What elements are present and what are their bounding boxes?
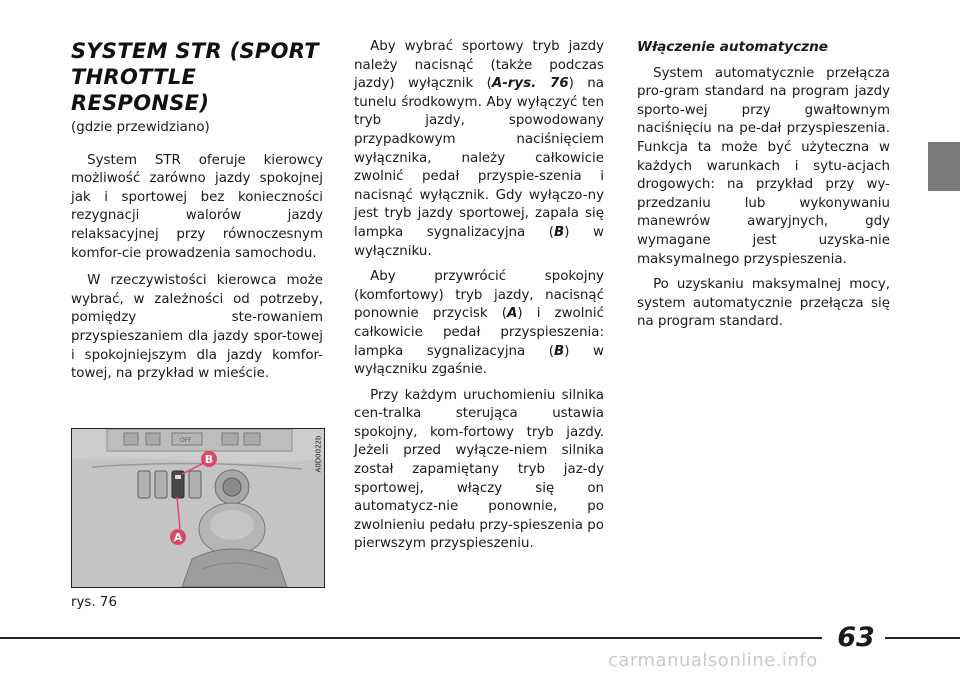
paragraph: Przy każdym uruchomieniu silnika cen-tralka sterująca ustawia spokojny, kom-fortowy tryb jazdy. Jeżeli przed wyłącze-niem silnika został zapamiętany tryb jaz-dy sportowej, włączy się on automatycz-nie ponownie, po zwolnieniu pedału przy-spieszenia po pierwszym przyspieszeniu. [354,387,604,552]
figure-caption: rys. 76 [71,595,117,610]
figure-illustration [71,428,325,588]
text-run: ) w wyłączniku. [354,224,604,259]
panel-label: OFF [180,437,192,444]
figure-reference: A-rys. 76 [491,76,569,92]
callout-a-label: A [173,531,183,544]
footer-rule-right [885,637,960,639]
watermark: carmanualsonline.info [608,650,818,671]
label-reference: A [507,306,518,322]
page-number: 63 [837,622,875,653]
text-run: ) w wyłączniku zgaśnie. [354,343,604,378]
paragraph: System STR oferuje kierowcy możliwość zarówno jazdy spokojnej jak i sportowej bez konieczności rezygnacji walorów jazdy relaksacyjnej przy równoczesnym komfor-cie prowadzenia samochodu. [71,152,323,261]
left-column [71,38,323,393]
label-reference: B [554,224,565,240]
text-run: Aby przywrócić spokojny (komfortowy) tryb jazdy, nacisnąć ponownie przycisk ( [354,269,604,322]
text-run: ) na tunelu środkowym. Aby wyłączyć ten tryb jazdy, spowodowany przypadkowym naciśnięciem wyłącznika, należy całkowicie zwolnić pedał przyspie-szenia i nacisnąć wyłącznik. Gdy wyłączo-ny jest tryb jazdy sportowej, zapala się lampka sygnalizacyjna ( [354,76,604,240]
footer-rule [0,637,822,639]
text-run: ) i zwolnić całkowicie pedał przyspieszenia: lampka sygnalizacyjna ( [354,306,605,359]
section-title [71,38,323,116]
paragraph [354,38,604,261]
paragraph: System automatycznie przełącza pro-gram standard na program jazdy sporto-wej przy gwałtownym naciśnięciu na pe-dał przyspieszenia. Funkcja ta może być użyteczna w każdych warunkach i sytu-acjach drogowych: na przykład przy wy-przedzaniu lub wykonywaniu manewrów awaryjnych, gdy wymagane jest uzyska-nie maksymalnego przyspieszenia. [637,65,890,267]
title-line-2: THROTTLE RESPONSE) [71,65,210,115]
section-subtitle: (gdzie przewidziano) [71,120,210,135]
paragraph: Po uzyskaniu maksymalnej mocy, system automatycznie przełącza się na program standard. [637,277,890,330]
right-column [637,38,890,339]
text-run: Aby wybrać sportowy tryb jazdy należy nacisnąć (także podczas jazdy) wyłącznik ( [354,39,604,92]
paragraph [354,268,604,380]
callout-b-label: B [204,453,214,466]
dashboard-console-drawing [72,429,324,587]
paragraph: W rzeczywistości kierowca może wybrać, w zależności od potrzeby, pomiędzy ste-rowaniem przyspieszaniem dla jazdy spor-towej i spokojniejszym dla jazdy komfor-towej, na przykład w mieście. [71,273,323,382]
subsection-heading: Włączenie automatyczne [637,39,828,55]
figure-code-text: A0D0022b [314,435,323,473]
title-line-1: SYSTEM STR (SPORT [71,39,319,63]
label-reference: B [554,343,565,359]
chapter-tab [928,142,960,191]
middle-column [354,38,604,561]
figure-code [314,430,334,480]
